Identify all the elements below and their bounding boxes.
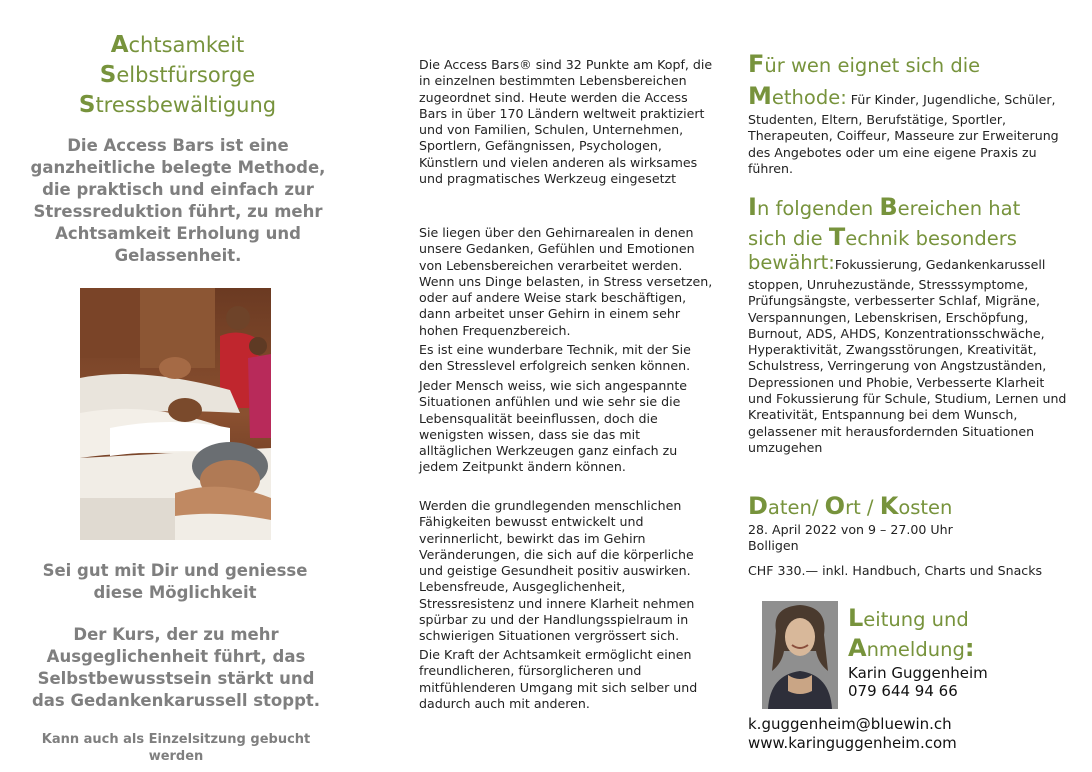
paragraph-access-bars: Die Access Bars® sind 32 Punkte am Kopf, die in einzelnen bestimmten Lebensbereichen zugeordnet sind. Heute werden die Access Bars in über 170 Ländern weltweit praktiziert und von Familien, Schulen, Unternehmen, Sportlern, Gefängnissen, Psychologen, Künstlern und vielen anderen als wirksames und pragmatisches Werkzeug eingesetzt — [419, 57, 713, 187]
details-section — [748, 492, 1073, 579]
contact-heading-line2: Anmeldung: — [848, 634, 975, 662]
title-line-1: Achtsamkeit — [110, 32, 245, 58]
paragraph-brain-areas: Sie liegen über den Gehirnarealen in denen unsere Gedanken, Gefühlen und Emotionen von Lebensbereichen verarbeitet werden. Wenn uns Dinge belasten, in Stress versetzen, oder auf andere Weise stark beschäftigen, dann arbeitet unser Gehirn in einem sehr hohen Frequenzbereich. — [419, 225, 713, 338]
slogan-text: Sei gut mit Dir und geniesse diese Möglichkeit — [42, 561, 308, 602]
title-line-2: Selbstfürsorge — [99, 62, 256, 88]
intro-text: Die Access Bars ist eine ganzheitliche belegte Methode, die praktisch und einfach zur Stressreduktion führt, zu mehr Achtsamkeit Erholung und Gelassenheit. — [30, 136, 326, 265]
contact-website[interactable]: www.karinguggenheim.com — [748, 734, 957, 752]
benefits-heading-line1: In folgenden Bereichen hat — [748, 193, 1021, 221]
benefits-heading-line3: bewährt: — [748, 251, 835, 274]
benefits-body: bewährt:Fokussierung, Gedankenkarussell stoppen, Unruhezustände, Stresssymptome, Prüfungsängste, verbesserter Schlaf, Migräne, Verspannungen, Lebenskrisen, Erschöpfung, Burnout, ADS, AHDS, Konzentrationsschwäche, Hyperaktivität, Zwangsstörungen, Kreativität, Schulstress, Verringerung von Angstzuständen, Depressionen und Phobie, Verbesserte Klarheit und Fokussierung für Schule, Studium, Lernen und Kreativität, Entspannung bei dem Wunsch, gelassener mit herausfordernden Situationen umzugehen — [748, 251, 1067, 455]
contact-heading-line1: Leitung und — [848, 604, 969, 632]
target-group-body: Methode: Für Kinder, Jugendliche, Schüler, Studenten, Eltern, Berufstätige, Sportler, Therapeuten, Coiffeur, Masseure zur Erweiterung des Angebotes oder um eine eigene Praxis zu führen. — [748, 82, 1059, 176]
paragraph-mindfulness: Die Kraft der Achtsamkeit ermöglicht einen freundlicheren, fürsorglicheren und mitfühlenderen Umgang mit sich selber und dadurch auch mit anderen. — [419, 647, 698, 711]
paragraph-abilities: Werden die grundlegenden menschlichen Fähigkeiten bewusst entwickelt und verinnerlicht, bewirkt das im Gehirn Veränderungen, die sich auf die körperliche und geistige Gesundheit positiv auswirken. Lebensfreude, Ausgeglichenheit, Stressresistenz und innere Klarheit nehmen spürbar zu und der Handlungsspielraum in schwierigen Situationen vergrössert sich. — [419, 498, 695, 644]
contact-phone: 079 644 94 66 — [848, 682, 958, 700]
target-group-heading-line2: Methode: — [748, 82, 847, 110]
benefits-heading-line2: sich die Technik besonders — [748, 223, 1017, 251]
course-text: Der Kurs, der zu mehr Ausgeglichenheit führt, das Selbstbewusstsein stärkt und das Gedankenkarussell stoppt. — [31, 625, 321, 710]
portrait-photo — [762, 601, 838, 709]
contact-section — [848, 604, 1068, 700]
main-title — [0, 30, 355, 120]
course-price: CHF 330.— inkl. Handbuch, Charts und Snacks — [748, 562, 1043, 578]
contact-email[interactable]: k.guggenheim@bluewin.ch — [748, 715, 952, 733]
title-line-3: Stressbewältigung — [78, 92, 277, 118]
course-date: 28. April 2022 von 9 – 27.00 Uhr — [748, 522, 953, 537]
single-session-note: Kann auch als Einzelsitzung gebucht werden — [41, 732, 311, 764]
treatment-photo — [80, 288, 271, 540]
course-place: Bolligen — [748, 538, 799, 554]
paragraph-situations: Jeder Mensch weiss, wie sich angespannte Situationen anfühlen und wie sehr sie die Lebensqualität beeinflussen, doch die wenigsten wissen, dass sie das mit alltäglichen Werkzeugen ganz einfach zu jedem Zeitpunkt ändern können. — [419, 378, 688, 475]
paragraph-technique: Es ist eine wunderbare Technik, mit der Sie den Stresslevel erfolgreich senken können. — [419, 342, 691, 374]
benefits-section — [748, 193, 1070, 456]
target-group-section — [748, 50, 1068, 177]
target-group-heading-line1: Für wen eignet sich die — [748, 50, 981, 78]
details-heading: Daten/ Ort / Kosten — [748, 492, 953, 520]
contact-name: Karin Guggenheim — [848, 664, 988, 682]
